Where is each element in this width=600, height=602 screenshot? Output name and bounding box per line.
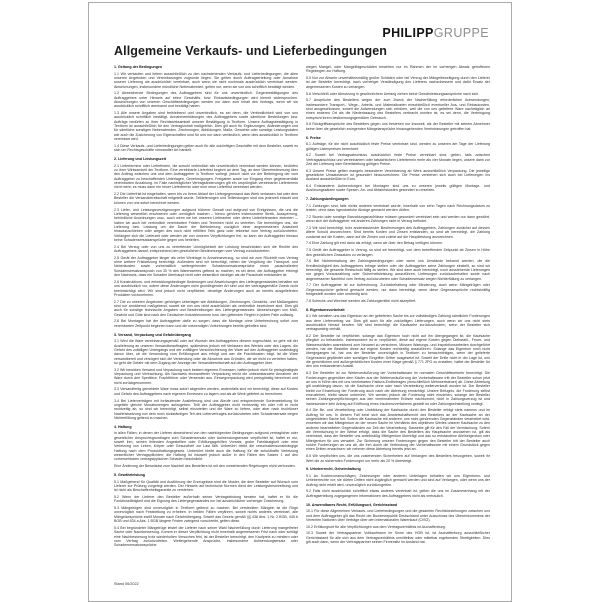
terms-paragraph: Eine Änderung der Beweislast zum Nachteil des Bestellers ist mit den vorstehenden Regelungen nicht verbunden. <box>114 464 296 469</box>
terms-paragraph: 7.6 Bei Nichteinhaltung der Zahlungsbedingungen oder wenn uns Umstände bekannt werden, die die Kreditwürdigkeit des Auftraggebers infrage stellen oder der Auftraggeber seine Zahlungen einstellt, so sind wir berechtigt, die gesamte Restschuld fällig zu stellen. Wir sind dann auch berechtigt, noch ausstehende Lieferungen nur gegen Vorauszahlung oder Sicherheitsleistung auszuführen, Lieferungen zurückzubehalten sowie nach angemessener Nachfrist vom Vertrag zurückzutreten oder Schadensersatz wegen Nichterfüllung zu verlangen. <box>306 259 490 281</box>
terms-paragraph: 1.2 Abweichende Bedingungen des Auftraggebers sind für uns unverbindlich. Gegenbestätigungen des Auftraggebers unter Hinweis auf seine Geschäfts- bzw. Einkaufsbedingungen wird hiermit widersprochen. Abweichungen von unseren Geschäftsbedingungen werden nur dann zum Inhalt des Vertrags, wenn wir sie ausdrücklich schriftlich anerkannt und bestätigt haben. <box>114 91 298 109</box>
section-heading: 2. Lieferung und Leistungszeit <box>114 157 166 162</box>
terms-paragraph: 5.3 Mängelrügen sind unverzüglich in Textform geltend zu machen. Bei versteckten Mängeln ist die Rüge unverzüglich nach Feststellung zu erheben. In beiden Fällen verjähren, soweit nichts anderes vereinbart, alle Mängelansprüche zwölf Monate nach Gefahrübergang. Soweit das Gesetz gemäß §§ 438 Abs. 1 Nr. 2 BGB, 445 b BGB und 634 a Abs. 1 BGB längere Fristen zwingend vorschreibt, gelten diese. <box>114 506 298 524</box>
terms-paragraph: 7.5 Gerät der Auftraggeber in Verzug, so sind wir berechtigt, von dem betreffenden Zeitpunkt ab Zinsen in Höhe des gesetzlichen Zinssatzes zu verlangen. <box>306 248 490 257</box>
page-title: Allgemeine Verkaufs- und Lieferbedingungen <box>114 44 387 58</box>
terms-paragraph: 2.1 Liefertermine oder Lieferfristen, die sowohl verbindlich wie unverbindlich vereinbart werden können, bedürfen zu ihrer Wirksamkeit der Textform. Eine vereinbarte Lieferfrist beginnt an dem Tag, an dem Übereinstimmung über den Auftrag zwischen uns und dem Auftraggeber in Textform vorliegt, jedoch nicht vor der Beibringung der vom Auftraggeber zu beschaffenden Unterlagen, Genehmigungen, Freigaben sowie vor Eingang einer gegebenenfalls vereinbarten Anzahlung. Im Falle nachträglicher Vertragsänderungen gilt ein ursprünglich vereinbarter Liefertermin nicht mehr; es muss dann ein neuer Liefertermin oder eine neue Lieferfrist vereinbart werden. <box>114 163 298 190</box>
terms-paragraph: 10.3 Soweit der Vertragspartner Vollkaufmann im Sinne des HGB ist, ist Aschaffenburg ausschließlicher Gerichtsstand für alle sich aus dem Vertragsverhältnis unmittelbar oder mittelbar ergebenden Streitigkeiten. Dies gilt auch dann, wenn der Vertragspartner seinen Firmensitz im Ausland hat. <box>306 531 490 545</box>
terms-column-right <box>306 65 490 550</box>
section-heading: 1. Geltung der Bedingungen <box>114 65 163 69</box>
section-heading: 6. Preise <box>306 135 321 140</box>
terms-columns <box>114 65 490 550</box>
version-date: Stand 06/2022 <box>114 582 139 586</box>
terms-paragraph: 2.5 Gerät der Auftraggeber länger als zehn Werktage in Annahmeverzug, so sind wir zum Rücktritt vom Vertrag ohne weitere Fristsetzung berechtigt. Außerdem sind wir berechtigt, neben der Vergütung der Transport- und Nebenkosten sowie vorbehaltlich weitergehender Schadensersatzansprüche einen pauschalierten Schadensersatzanspruch von 30 % des Warenwertes geltend zu machen, es sei denn, der Auftraggeber erbringt den Nachweis, dass ein Schaden überhaupt nicht oder wesentlich niedriger als die Pauschale entstanden ist. <box>114 255 298 278</box>
section-heading: 9. Urheberrecht, Geheimhaltung <box>306 467 361 472</box>
terms-paragraph: 1.1 Wir verkaufen und liefern ausschließlich zu den nachstehenden Verkaufs- und Lieferbedingungen, die allen unseren Angeboten und Vereinbarungen zugrunde liegen. Sie gelten durch Auftragserteilung oder Annahme unserer Lieferung als ausdrücklich vereinbart, auch wenn sie nicht nochmals ausdrücklich vereinbart werden. Abweichungen, insbesondere mündliche Nebenabreden, gelten nur, wenn sie von uns schriftlich bestätigt werden. <box>114 71 298 89</box>
terms-column-left <box>114 65 298 550</box>
terms-paragraph: 9.2 Falls nicht ausdrücklich schriftlich etwas anderes vereinbart ist, gelten die uns im Zusammenhang mit der Auftragserteilung zugegangenen Informationen des Auftraggebers nicht als vertraulich. <box>306 489 490 498</box>
terms-paragraph: 7.8 Schecks und Wechsel werden als Zahlungsmittel nicht akzeptiert. <box>306 298 417 303</box>
logo-text-philipp: PHILIPP <box>382 26 434 40</box>
terms-paragraph: 5.4 Bei begründeter Mängelrüge leistet der Lieferer nach seiner Wahl Nacherfüllung durch Lieferung mangelfreier Sache oder Nachbesserung. Kommt er dieser Verpflichtung nicht innerhalb angemessener Frist nach oder schlägt eine Nachbesserung trotz wiederholten Versuches fehl, ist der Besteller berechtigt, den Kaufpreis zu mindern oder vom Vertrag zurückzutreten. Weitergehende Ansprüche, insbesondere Aufwendungsersatz oder Schadensersatzansprüche <box>114 525 298 548</box>
terms-paragraph: 8.5 Wir verpflichten uns, die uns zustehenden Sicherheiten auf Verlangen des Bestellers freizugeben, soweit ihr Wert die zu sichernden Forderungen um mehr als 20 % übersteigt. <box>306 454 490 463</box>
terms-paragraph: 9.1 An Kostenvoranschlägen, Zeichnungen oder anderen Unterlagen behalten wir uns Eigentums- und Urheberrechte vor; sie dürfen Dritten nicht zugänglich gemacht werden und sind auf Verlangen, oder wenn uns der Auftrag nicht erteilt wird, unverzüglich zurückzugeben. <box>306 473 490 487</box>
terms-paragraph: 7.4 Eine Zahlung gilt erst dann als erfolgt, wenn wir über den Betrag verfügen können. <box>306 241 444 246</box>
logo-text-gruppe: GRUPPE <box>433 26 489 40</box>
terms-paragraph: 2.3 Liefer- und Leistungsverzögerungen aufgrund höherer Gewalt und aufgrund von Ereignissen, die uns die Lieferung wesentlich erschweren oder unmöglich machen – hierzu gehören insbesondere Streik, Aussperrung, behördliche Anordnungen usw., auch wenn sie bei unseren Lieferanten oder deren Unterlieferanten eintreten –, haben wir auch bei verbindlich vereinbarten Fristen und Terminen nicht zu vertreten. Sie berechtigen uns, die Lieferung bzw. Leistung um die Dauer der Behinderung zuzüglich einer angemessenen Anlaufzeit hinauszuschieben oder wegen des noch nicht erfüllten Teils ganz oder teilweise vom Vertrag zurückzutreten. Verlängert sich die Lieferzeit oder werden wir von unseren Verpflichtungen frei, so kann der Auftraggeber hieraus keine Schadensersatzansprüche gegen uns herleiten. <box>114 207 298 242</box>
terms-paragraph: 2.7 Die zu unseren Angeboten gehörigen Unterlagen wie Abbildungen, Zeichnungen, Gewichts- und Maßangaben sind nur annähernd maßgebend, soweit sie von uns nicht ausdrücklich als verbindlich bezeichnet sind. Dies gilt auch für sonstige technische Angaben und Beschreibungen des Liefergegenstandes. Abweichungen von Maß, Gewicht und Güte sind nach den Deutschen Industrienormen bzw. den geltenden Regeln in jedem Falle zulässig. <box>114 299 298 317</box>
company-logo <box>382 26 489 40</box>
terms-paragraph: 6.3 Unsere Preise gelten mangels besonderer Vereinbarung ab Werk ausschließlich Verpackung. Die jeweilige gesetzliche Umsatzsteuer ist gesondert hinzuzurechnen. Die Preise verstehen sich auch bei Lieferungen ins Ausland ausschließlich in Euro. <box>306 168 490 182</box>
terms-paragraph: 8.3 Der Besteller ist zur Weiterveräußerung der Vorbehaltsware im normalen Geschäftsverkehr berechtigt. Die Forderungen gegenüber dem Käufer aus der Weiterveräußerung der Vorbehaltsware tritt der Besteller schon jetzt an uns in Höhe des mit uns vereinbarten Faktura-Endbetrages (einschließlich Mehrwertsteuer) ab. Diese Abtretung gilt unabhängig davon, ob die Kaufsache ohne oder nach Verarbeitung weiterverkauft worden ist. Der Besteller bleibt zur Einziehung der Forderung auch nach der Abtretung ermächtigt. Unsere Befugnis, die Forderung selbst einzuziehen, bleibt davon unberührt. Wir werden jedoch die Forderung nicht einziehen, solange der Besteller seinen Zahlungsverpflichtungen aus den vereinnahmten Erlösen nachkommt, nicht in Zahlungsverzug ist und insbesondere kein Antrag auf Eröffnung eines Insolvenzverfahrens gestellt ist oder Zahlungseinstellung vorliegt. <box>306 371 490 406</box>
terms-paragraph: 8.1 Wir behalten uns das Eigentum an der gelieferten Sache bis zur vollständigen Zahlung sämtlicher Forderungen aus dem Liefervertrag vor. Dies gilt auch für alle zukünftigen Lieferungen, auch wenn wir uns nicht stets ausdrücklich hierauf berufen. Wir sind berechtigt, die Kaufsache zurückzufordern, wenn der Besteller sich vertragswidrig verhält. <box>306 314 490 332</box>
terms-paragraph: 1.3 Alle unsere Angaben sind freibleibend und unverbindlich, es sei denn, die Verbindlichkeit wird von uns ausdrücklich schriftlich bestätigt. Annahmeerklärungen des Auftraggebers sowie sämtliche Bestellungen bzw. Aufträge bedürfen zu ihrer Rechtswirksamkeit unserer Bestätigung in Textform. Unsere Auftragsbestätigung in Textform ist ausschließlich für den Vertragsinhalt maßgeblich. Dies gilt auch für Ergänzungen, Abänderungen und für sämtliche sonstigen Nebenabreden. Zeichnungen, Abbildungen, Maße, Gewichte oder sonstige Leistungsdaten wie auch die Zusicherung von Eigenschaften sind für uns nur dann verbindlich, wenn dies ausdrücklich in Textform vereinbart wird. <box>114 111 298 142</box>
terms-paragraph: 3.1 Wird die Ware vereinbarungsgemäß oder auf Wunsch des Auftraggebers diesem zugeschickt, so geht mit der Auslieferung an unseren Versandbeauftragten, spätestens jedoch mit Verlassen des Werkes oder des Lagers, die Gefahr des zufälligen Untergangs und der zufälligen Verschlechterung der Ware auf den Auftraggeber unabhängig davon über, ob die Versendung vom Erfüllungsort aus erfolgt und wer die Frachtkosten trägt. Ist die Ware versandbereit und verzögert sich die Versendung oder die Abnahme aus Gründen, die wir nicht zu vertreten haben, so geht die Gefahr mit dem Zugang der Anzeige der Versandbereitschaft auf den Auftraggeber über. <box>114 339 298 365</box>
terms-paragraph: wegen Mangel- oder Mangelfolgeschäden bestehen nur im Rahmen der im vorherigen Absatz getroffenen Regelungen zur Haftung. <box>306 65 490 74</box>
section-heading: 3. Versand, Verpackung und Gefahrübergang <box>114 332 191 337</box>
terms-paragraph: 1.4 Diese Verkaufs- und Lieferbedingungen gelten auch für alle zukünftigen Geschäfte mit dem Besteller, soweit es sich um Rechtsgeschäfte verwandter Art handelt. <box>114 143 298 153</box>
terms-paragraph: 5.5 Nur zur Abwehr unverhältnismäßig großer Schäden oder bei Verzug der Mängelbeseitigung durch den Lieferer ist der Besteller berechtigt, nach vorheriger Verständigung des Lieferers nachzubessern und dafür Ersatz der angemessenen Kosten zu verlangen. <box>306 76 490 89</box>
terms-paragraph: 7.2 Skonto oder sonstige Barzahlungsnachlässe müssen gesondert vereinbart sein und werden nur dann gewährt, wenn sich der Auftraggeber mit anderen Zahlungen nicht in Verzug befindet. <box>306 214 490 224</box>
terms-paragraph: 7.1 Zahlungen sind, falls nichts anderes vereinbart wurde, innerhalb von zehn Tagen nach Rechnungsdatum zu leisten, ohne dass irgendwelche Abzüge gemacht werden dürfen. <box>306 203 490 213</box>
terms-paragraph: 8.2 Der Besteller ist verpflichtet, solange das Eigentum noch nicht auf ihn übergegangen ist, die Kaufsache pfleglich zu behandeln. Insbesondere ist er verpflichtet, diese auf eigene Kosten gegen Diebstahl-, Feuer- und Wasserschäden ausreichend zum Neuwert zu versichern. Müssen Wartungs- und Inspektionsarbeiten durchgeführt werden, hat der Besteller diese auf eigene Kosten rechtzeitig auszuführen. Solange das Eigentum noch nicht übergegangen ist, hat uns der Besteller unverzüglich in Textform zu benachrichtigen, wenn der gelieferte Gegenstand gepfändet oder sonstigen Eingriffen Dritter ausgesetzt ist. Soweit der Dritte nicht in der Lage ist, uns die gerichtlichen und außergerichtlichen Kosten einer Klage gemäß § 771 ZPO zu erstatten, haftet der Besteller für den uns entstandenen Ausfall. <box>306 334 490 369</box>
terms-paragraph: In allen Fällen, in denen der Lieferer abweichend von den nachfolgenden Bedingungen aufgrund vertraglicher oder gesetzlicher Anspruchsgrundlagen zum Schadensersatz oder Aufwendungsersatz verpflichtet ist, haftet er nur, soweit ihm, seinen leitenden Angestellten oder Erfüllungsgehilfen Vorsatz, grobe Fahrlässigkeit oder eine Verletzung von Leben, Körper oder Gesundheit zur Last fällt. Unberührt bleibt die verschuldensunabhängige Haftung nach dem Produkthaftungsgesetz. Unberührt bleibt auch die Haftung für die schuldhafte Verletzung wesentlicher Vertragspflichten; die Haftung ist insoweit jedoch außer in den Fällen des Satzes 1 auf den vorhersehbaren vertragstypischen Schaden beschränkt. <box>114 431 298 462</box>
terms-paragraph: 2.2 Die Lieferfrist ist eingehalten, wenn bis zu ihrem Ablauf der Liefergegenstand das Werk verlassen hat oder dem Besteller die Versandbereitschaft mitgeteilt wurde. Teillieferungen und Teilleistungen sind uns jederzeit erlaubt und können von uns sofort berechnet werden. <box>114 192 298 205</box>
section-heading: 4. Haftung <box>114 424 132 429</box>
terms-paragraph: 6.1 Aufträge, für die nicht ausdrücklich feste Preise vereinbart sind, werden zu unseren am Tage der Lieferung gültigen Listenpreisen berechnet. <box>306 142 490 151</box>
terms-paragraph: 3.4 Bei Lieferverträgen mit fortlaufender Auslieferung sind uns Abrufe und entsprechende Sorteneinteilung für ungefähr gleiche Monatsmengen aufzugeben. Teilt der Auftraggeber nicht rechtzeitig ein oder ruft er nicht rechtzeitig ab, so sind wir berechtigt, selbst einzuteilen und die Ware zu liefern, oder aber nach fruchtloser Nachfristsetzung von dem noch rückständigen Teil des Liefervertrages zurückzutreten oder Schadensersatz wegen Nichterfüllung geltend zu machen. <box>114 398 298 420</box>
document-page <box>88 2 512 602</box>
terms-paragraph: 10.2 Erfüllungsort für alle Verpflichtungen aus dem Vertragsverhältnis ist Aschaffenburg. <box>306 524 446 529</box>
section-heading: 8. Eigentumsvorbehalt <box>306 307 345 312</box>
terms-paragraph: 5.7 Ansprüche des Bestellers wegen der zum Zweck der Nacherfüllung erforderlichen Aufwendungen, insbesondere Transport-, Wege-, Arbeits- und Materialkosten einschließlich eventueller Aus- und Einbaukosten, sind ausgeschlossen, soweit die Aufwendungen sich erhöhen, weil die von uns gelieferte Ware nachträglich an einen anderen Ort als die Niederlassung des Bestellers verbracht worden ist, es sei denn, die Verbringung entspricht ihrem bestimmungsgemäßen Gebrauch. <box>306 98 490 120</box>
section-heading: 7. Zahlungsbedingungen <box>306 197 349 202</box>
terms-paragraph: 5.8 Rückgriffsansprüche des Bestellers gegen uns bestehen nur insoweit, als der Besteller mit seinem Abnehmer keine über die gesetzlich zwingenden Mängelansprüche hinausgehenden Vereinbarungen getroffen hat. <box>306 122 490 131</box>
terms-paragraph: 2.8 Bei Montagen hat der Auftraggeber dafür zu sorgen, dass die Montage ohne Unterbrechung sofort zum vereinbarten Zeitpunkt beginnen kann und die notwendigen Vorkehrungen bereits getroffen sind. <box>114 319 298 328</box>
terms-paragraph: 6.4 Entstandene Aufwendungen bei Montagen sind uns zu unseren jeweils gültigen Montage- und Auslösungssätzen sowie Spesen, An- und Abfahrtskosten gesondert zu ersetzen. <box>306 184 490 193</box>
terms-paragraph: 2.4 Bei Verzug oder von uns zu vertretender Unmöglichkeit der Leistung beschränken sich die Rechte des Auftraggebers darauf, entsprechend den gesetzlichen Bestimmungen vom Vertrag zurückzutreten. <box>114 244 298 254</box>
terms-paragraph: 7.3 Wir sind berechtigt, trotz anderslautender Bestimmungen des Auftraggebers, Zahlungen zunächst auf dessen ältere Schuld anzurechnen. Sind bereits Kosten und Zinsen entstanden, so sind wir berechtigt, die Zahlung zunächst auf die Kosten, dann auf die Zinsen und zuletzt auf die Hauptleistung anzurechnen. <box>306 226 490 239</box>
terms-paragraph: 7.7 Der Auftraggeber ist zur Aufrechnung, Zurückbehaltung oder Minderung, auch wenn Mängelrügen oder Gegenansprüche geltend gemacht werden, nur dann berechtigt, wenn diese Gegenansprüche rechtskräftig festgestellt worden oder unstreitig sind. <box>306 283 490 297</box>
terms-paragraph: 10.1 Für diese Allgemeinen Verkaufs- und Lieferbedingungen und die gesamten Rechtsbeziehungen zwischen uns und dem Auftraggeber gilt das Recht der Bundesrepublik Deutschland unter Ausschluss des Übereinkommens der Vereinten Nationen über Verträge über den internationalen Warenkauf (CISG). <box>306 509 490 522</box>
terms-paragraph: 2.6 Konstruktions- und entwicklungsbedingte Änderungen und Abweichungen des Liefergegenstandes behalten wir uns ausdrücklich vor, sofern diese Änderungen nicht grundlegender Art sind und der vertragsgemäße Zweck nicht beeinträchtigt wird. Wir sind jedoch nicht verpflichtet, derartige Änderungen auch an bereits ausgelieferten Produkten vorzunehmen. <box>114 279 298 297</box>
terms-paragraph: 6.2 Soweit bei Vertragsabschluss ausdrücklich feste Preise vereinbart sind, gelten, falls zwischen Vertragsabschluss und vereinbartem oder tatsächlichem Liefertermin mehr als vier Monate liegen, unsere dann zur Zeit der Lieferung oder Bereitstellung gültigen Preise. <box>306 153 490 166</box>
section-heading: 5. Gewährleistung <box>114 473 145 478</box>
terms-paragraph: 3.3 Versandfertig gemeldete Ware muss sofort abgerufen werden, andernfalls sind wir berechtigt, diese auf Kosten und Gefahr des Auftraggebers nach eigenem Ermessen zu lagern und als ab Werk geliefert zu berechnen. <box>114 387 298 396</box>
terms-paragraph: 5.2 Wenn der Lieferer den Besteller außerhalb seiner Vertragsleistung beraten hat, haftet er für die Funktionsfähigkeit und die Eignung des Liefergegenstandes nur bei ausdrücklicher vorheriger Zusicherung. <box>114 495 298 504</box>
section-heading: 10. Anwendbares Recht, Erfüllungsort, Gerichtsstand <box>306 502 398 507</box>
terms-paragraph: 8.4 Die Be- und Verarbeitung oder Umbildung der Kaufsache durch den Besteller erfolgt stets namens und im Auftrag für uns. In diesem Fall setzt sich das Anwartschaftsrecht des Bestellers an der Kaufsache an der umgebildeten Sache fort. Sofern die Kaufsache mit anderen, uns nicht gehörenden Gegenständen verarbeitet wird, erwerben wir das Miteigentum an der neuen Sache im Verhältnis des objektiven Wertes unserer Kaufsache zu den anderen bearbeiteten Gegenständen zur Zeit der Verarbeitung. Dasselbe gilt für den Fall der Vermischung. Sofern die Vermischung in der Weise erfolgt, dass die Sache des Bestellers als Hauptsache anzusehen ist, gilt als vereinbart, dass der Besteller uns anteilmäßig Miteigentum überträgt und das so entstandene Alleineigentum oder Miteigentum für uns verwahrt. Zur Sicherung unserer Forderungen gegen den Besteller tritt der Besteller auch solche Forderungen an uns ab, die ihm durch die Verbindung der Vorbehaltsware mit einem Grundstück gegen einen Dritten erwachsen; wir nehmen diese Abtretung bereits jetzt an. <box>306 408 490 452</box>
terms-paragraph: 5.1 Maßgebend für Qualität und Ausführung der Erzeugnisse sind die Muster, die dem Besteller auf Wunsch vom Lieferer zur Prüfung vorgelegt werden. Der Hinweis auf technische Normen dient der Leistungsbeschreibung und ist nicht als Beschaffenheitsgarantie zu verstehen. <box>114 479 298 493</box>
terms-paragraph: 5.6 Verschleiß oder Abnutzung in gewöhnlichem Umfang ziehen keine Gewährleistungsansprüche nach sich. <box>306 91 480 96</box>
terms-paragraph: 3.2 Wir bewirken Versand und Verpackung nach bestem eigenem Ermessen, haften jedoch nicht für preisgünstigste Verpackung und Verfrachtung. Als Nachweis einwandfreier Verpackung reicht die unbeanstandete Annahme der Ware durch den Spediteur, Frachtführer oder Versender aus. Einwegverpackung wird preisgünstig berechnet und nicht zurückgenommen. <box>114 367 298 385</box>
